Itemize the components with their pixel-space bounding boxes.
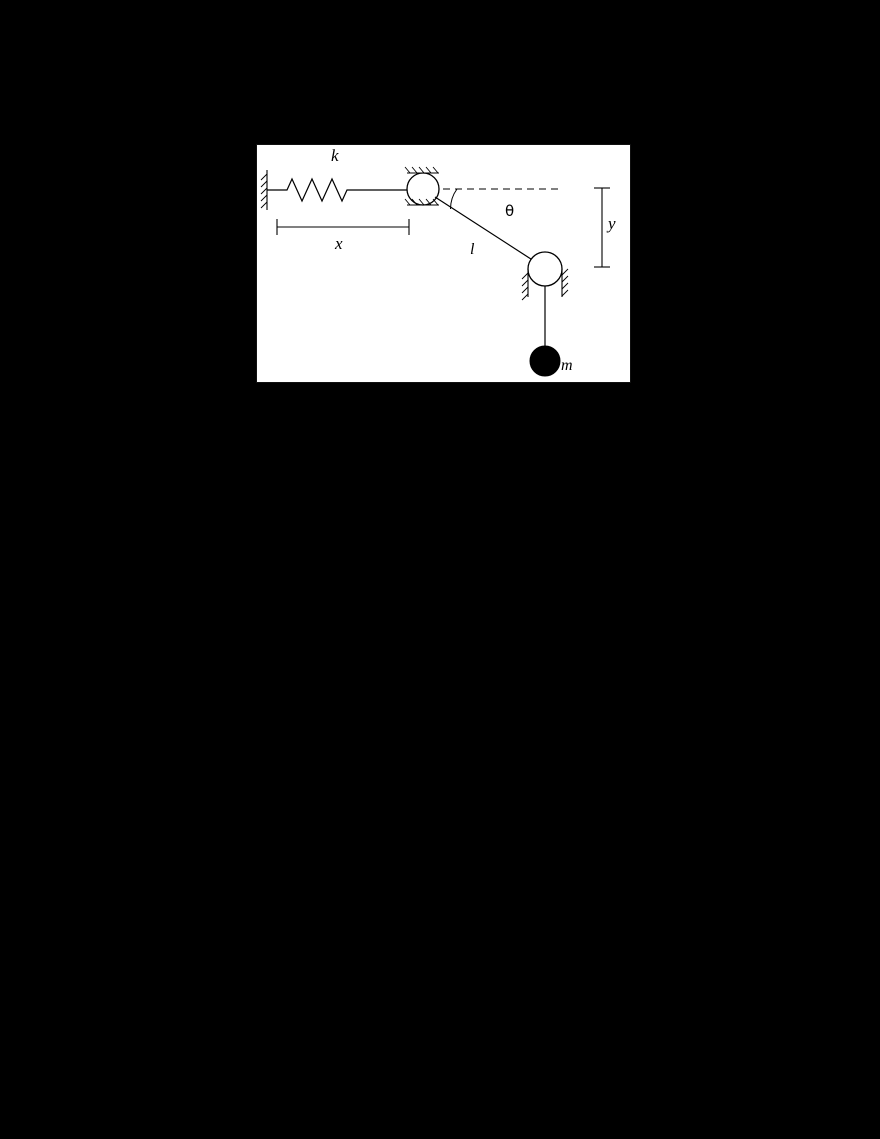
angle-arc: [451, 189, 458, 209]
mass-label: m: [561, 357, 573, 374]
y-displacement-label: y: [608, 214, 616, 233]
link-length-label: l: [470, 241, 475, 258]
connecting-rod: [435, 197, 534, 261]
lower-joint-support-right: [562, 269, 568, 297]
upper-joint-support-top: [405, 167, 439, 173]
angle-label: θ: [505, 202, 515, 220]
mechanism-diagram-svg: [257, 145, 632, 384]
lower-joint-support-left: [522, 269, 528, 300]
x-displacement-label: x: [335, 234, 343, 253]
coil-spring: [267, 179, 408, 201]
left-wall: [261, 170, 267, 210]
x-dimension-line: [277, 219, 409, 235]
figure-frame: [256, 144, 631, 383]
spring-stiffness-label: k: [331, 146, 339, 165]
lower-joint: [528, 252, 562, 286]
mass-hanger: [530, 286, 560, 376]
